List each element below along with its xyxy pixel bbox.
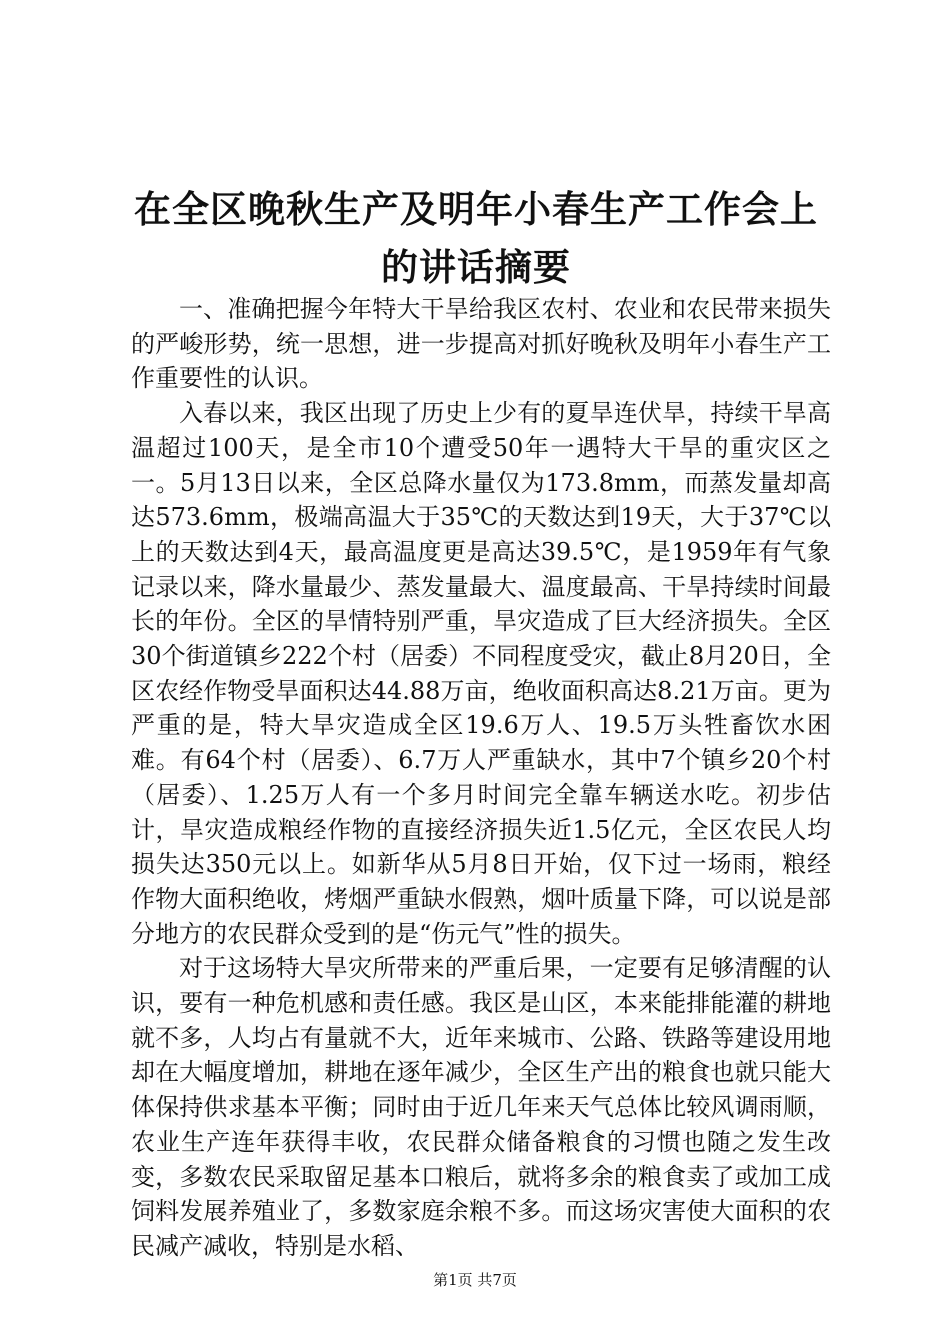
paragraph-2: 入春以来，我区出现了历史上少有的夏旱连伏旱，持续干旱高温超过100天，是全市10个遭受50年一遇特大干旱的重灾区之一。5月13日以来，全区总降水量仅为173.8mm，而蒸发量却高达573.6mm，极端高温大于35℃的天数达到19天，大于37℃以上的天数达到4天，最高温度更是高达39.5℃，是1959年有气象记录以来，降水量最少、蒸发量最大、温度最高、干旱持续时间最长的年份。全区的旱情特别严重，旱灾造成了巨大经济损失。全区30个街道镇乡222个村（居委）不同程度受灾，截止8月20日，全区农经作物受旱面积达44.88万亩，绝收面积高达8.21万亩。更为严重的是，特大旱灾造成全区19.6万人、19.5万头牲畜饮水困难。有64个村（居委）、6.7万人严重缺水，其中7个镇乡20个村（居委）、1.25万人有一个多月时间完全靠车辆送水吃。初步估计，旱灾造成粮经作物的直接经济损失近1.5亿元，全区农民人均损失达350元以上。如新华从5月8日开始，仅下过一场雨，粮经作物大面积绝收，烤烟严重缺水假熟，烟叶质量下降，可以说是部分地方的农民群众受到的是“伤元气”性的损失。 <box>131 399 831 948</box>
document-title: 在全区晚秋生产及明年小春生产工作会上的讲话摘要 <box>134 187 818 289</box>
document-body <box>131 292 831 1264</box>
paragraph-3: 对于这场特大旱灾所带来的严重后果，一定要有足够清醒的认识，要有一种危机感和责任感。我区是山区，本来能排能灌的耕地就不多，人均占有量就不大，近年来城市、公路、铁路等建设用地却在大幅度增加，耕地在逐年减少，全区生产出的粮食也就只能大体保持供求基本平衡；同时由于近几年来天气总体比较风调雨顺，农业生产连年获得丰收，农民群众储备粮食的习惯也随之发生改变，多数农民采取留足基本口粮后，就将多余的粮食卖了或加工成饲料发展养殖业了，多数家庭余粮不多。而这场灾害使大面积的农民减产减收，特别是水稻、 <box>131 954 831 1260</box>
page-number-footer: 第1页 共7页 <box>433 1271 517 1289</box>
paragraph-1: 一、准确把握今年特大干旱给我区农村、农业和农民带来损失的严峻形势，统一思想，进一步提高对抓好晚秋及明年小春生产工作重要性的认识。 <box>131 295 831 393</box>
